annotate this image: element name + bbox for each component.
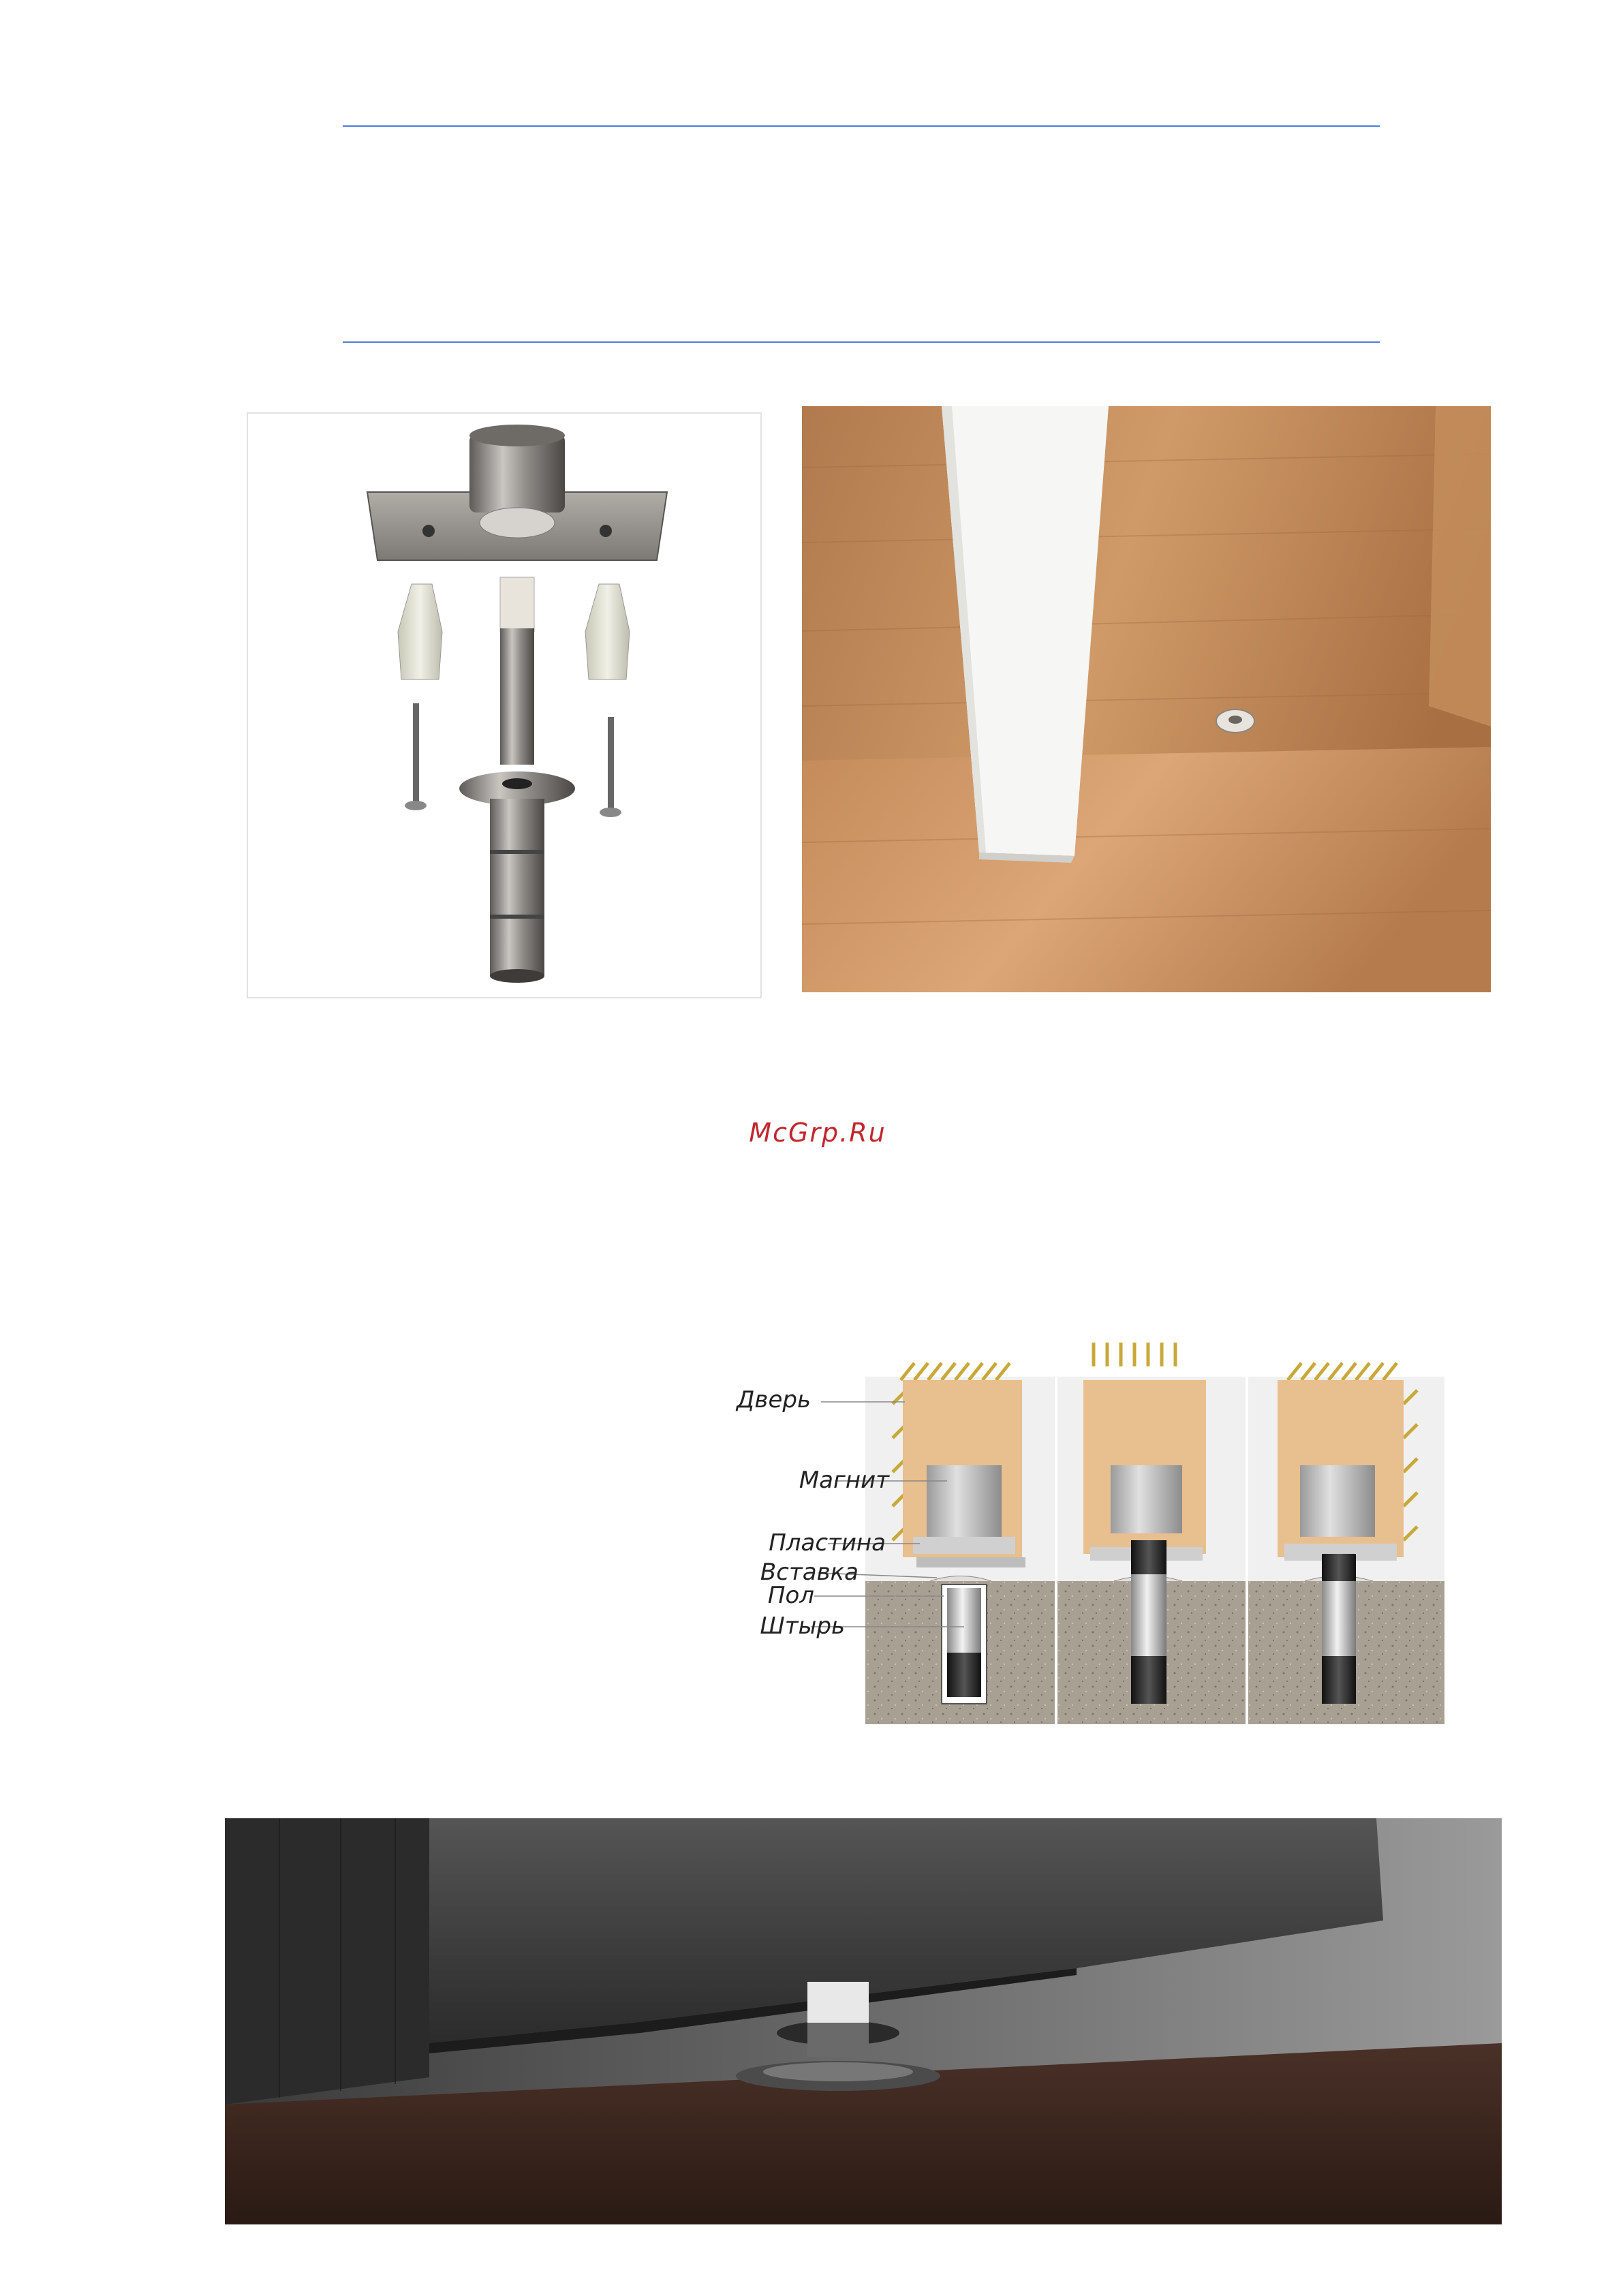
label-plate: Пластина bbox=[769, 1529, 886, 1557]
bottom-rule bbox=[343, 341, 1380, 343]
top-rule bbox=[343, 125, 1380, 127]
door-stopper-render bbox=[225, 1818, 1502, 2224]
door-floor-photo bbox=[802, 406, 1491, 992]
floor-insert bbox=[459, 771, 575, 983]
label-insert: Вставка bbox=[760, 1559, 859, 1586]
wall-plug-right bbox=[585, 584, 630, 679]
hardware-kit-photo bbox=[247, 412, 762, 998]
label-floor: Пол bbox=[767, 1582, 814, 1609]
label-pin: Штырь bbox=[760, 1612, 845, 1640]
wall-plug-left bbox=[398, 584, 442, 679]
floor-insert-visible bbox=[1216, 709, 1254, 733]
label-door: Дверь bbox=[736, 1386, 811, 1413]
watermark-text: McGrp.Ru bbox=[749, 1118, 886, 1148]
screw-left bbox=[405, 703, 427, 810]
label-magnet: Магнит bbox=[799, 1467, 889, 1494]
mounting-plate bbox=[367, 425, 667, 560]
screw-right bbox=[600, 717, 621, 817]
mechanism-diagram bbox=[722, 1315, 1451, 1731]
steel-pin bbox=[500, 577, 534, 765]
